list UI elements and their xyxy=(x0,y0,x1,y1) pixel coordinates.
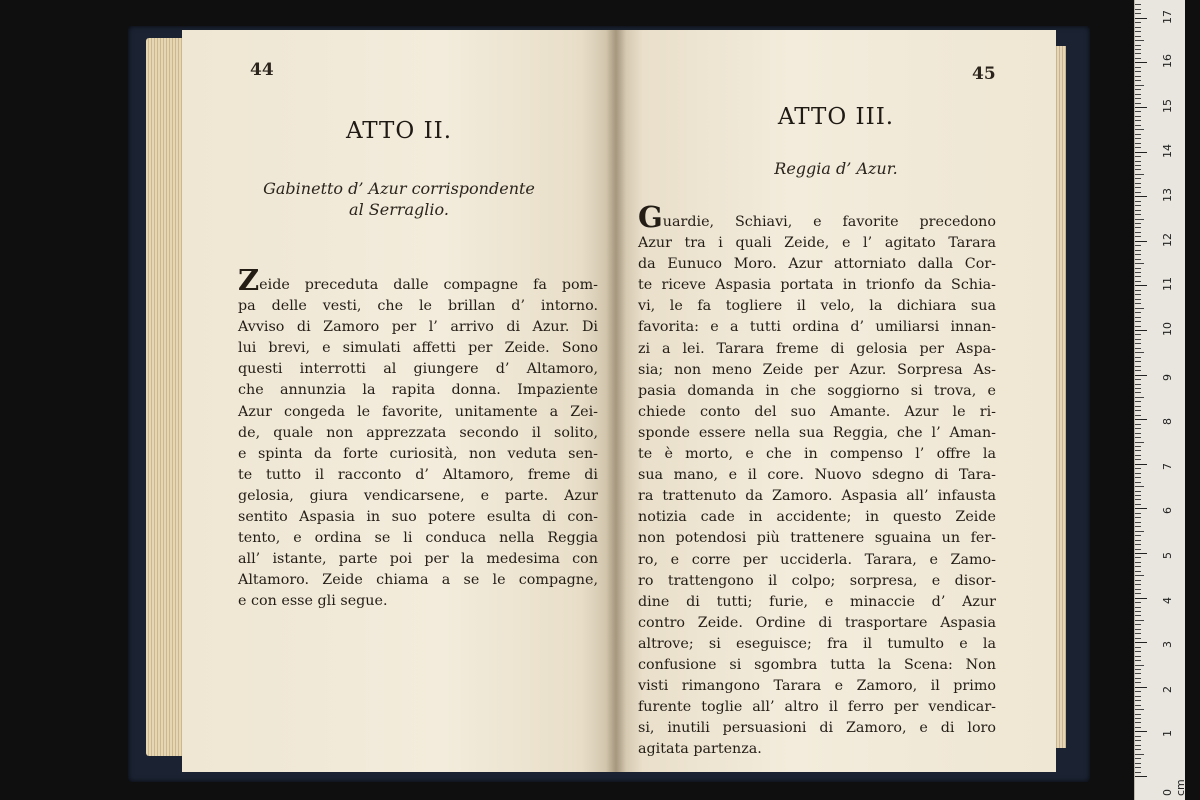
ruler-tick xyxy=(1135,361,1141,362)
text-line xyxy=(638,507,996,528)
ruler-tick xyxy=(1135,111,1141,112)
ruler-tick xyxy=(1135,397,1144,398)
line-text: visti rimangono Tarara e Zamoro, il primo xyxy=(638,678,996,695)
line-text: furente toglie all’ altro il ferro per vendicar- xyxy=(638,699,996,716)
act-heading-right: ATTO III. xyxy=(777,104,895,130)
ruler-tick xyxy=(1135,687,1147,688)
ruler-tick xyxy=(1135,678,1141,679)
ruler-tick xyxy=(1135,705,1141,706)
line-text: lui brevi, e simulati affetti per Zeide. Sono xyxy=(238,340,598,357)
ruler-tick xyxy=(1135,410,1141,411)
line-text: che annunzia la rapita donna. Impaziente xyxy=(238,382,598,399)
text-line xyxy=(238,591,598,612)
ruler-tick xyxy=(1135,642,1147,643)
ruler-number: 13 xyxy=(1161,188,1174,203)
line-text: sentito Aspasia in suo potere esulta di con- xyxy=(238,509,598,526)
line-text: tento, e ordina se li conduca nella Reggia xyxy=(238,530,598,547)
ruler-tick xyxy=(1135,232,1141,233)
ruler-tick xyxy=(1135,210,1141,211)
ruler-tick xyxy=(1135,669,1141,670)
text-line xyxy=(638,613,996,634)
line-text: non potendosi più trattenere sguaina un fer- xyxy=(638,530,996,547)
ruler-tick xyxy=(1135,656,1141,657)
ruler-tick xyxy=(1135,401,1141,402)
ruler-tick xyxy=(1135,183,1141,184)
line-text: agitata partenza. xyxy=(638,741,762,758)
ruler-tick xyxy=(1135,22,1141,23)
ruler-tick xyxy=(1135,241,1147,242)
text-line xyxy=(638,360,996,381)
ruler-tick xyxy=(1135,593,1141,594)
ruler-tick xyxy=(1135,571,1141,572)
ruler-tick xyxy=(1135,633,1141,634)
right-page xyxy=(616,30,1056,772)
ruler-tick xyxy=(1135,433,1141,434)
text-line xyxy=(638,486,996,507)
text-line xyxy=(238,317,598,338)
ruler-tick xyxy=(1135,348,1141,349)
ruler-tick xyxy=(1135,727,1141,728)
ruler-tick xyxy=(1135,504,1141,505)
scene-line: al Serraglio. xyxy=(349,200,449,219)
ruler-tick xyxy=(1135,526,1141,527)
line-text: ro trattengono il colpo; sorpresa, e disor- xyxy=(638,572,996,589)
ruler-tick xyxy=(1135,624,1141,625)
ruler-tick xyxy=(1135,227,1141,228)
ruler-tick xyxy=(1135,718,1141,719)
book-fore-edge-left xyxy=(146,38,186,756)
ruler-tick xyxy=(1135,174,1144,175)
line-text: pasia domanda in che soggiorno si trova, e xyxy=(638,382,996,399)
ruler-tick xyxy=(1135,13,1141,14)
text-line xyxy=(638,739,996,760)
ruler-tick xyxy=(1135,696,1141,697)
text-line xyxy=(638,296,996,317)
ruler-tick xyxy=(1135,495,1141,496)
ruler-tick xyxy=(1135,450,1141,451)
ruler-tick xyxy=(1135,611,1141,612)
ruler-tick xyxy=(1135,192,1141,193)
ruler-tick xyxy=(1135,80,1141,81)
line-text: sponde essere nella sua Reggia, che l’ Aman- xyxy=(638,424,996,441)
act-heading-left: ATTO II. xyxy=(345,118,453,144)
text-line xyxy=(238,359,598,380)
ruler-tick xyxy=(1135,486,1144,487)
ruler-tick xyxy=(1135,321,1141,322)
ruler-number: 9 xyxy=(1161,373,1174,381)
ruler-tick xyxy=(1135,147,1141,148)
line-text: questi interrotti al giungere d’ Altamoro, xyxy=(238,361,598,378)
line-text: altrove; si eseguisce; fra il tumulto e la xyxy=(638,635,996,652)
ruler-tick xyxy=(1135,615,1141,616)
ruler-tick xyxy=(1135,651,1141,652)
ruler-tick xyxy=(1135,116,1141,117)
text-line xyxy=(238,507,598,528)
ruler-number: 15 xyxy=(1161,99,1174,113)
text-line xyxy=(238,444,598,465)
ruler-tick xyxy=(1135,40,1144,41)
line-text: si, inutili persuasioni di Zamoro, e di loro xyxy=(638,720,996,737)
text-line xyxy=(238,570,598,591)
page-number-left: 44 xyxy=(250,60,274,80)
ruler-tick xyxy=(1135,531,1144,532)
ruler-tick xyxy=(1135,36,1141,37)
ruler-tick xyxy=(1135,107,1147,108)
scene-line: Reggia d’ Azur. xyxy=(774,159,898,178)
ruler-tick xyxy=(1135,169,1141,170)
line-text: gelosia, giura vendicarsene, e parte. Azur xyxy=(238,487,598,504)
ruler-tick xyxy=(1135,459,1141,460)
ruler-tick xyxy=(1135,45,1141,46)
text-line xyxy=(638,200,996,234)
ruler-number: 10 xyxy=(1161,322,1174,336)
ruler-tick xyxy=(1135,143,1141,144)
text-line xyxy=(238,486,598,507)
ruler-tick xyxy=(1135,682,1141,683)
ruler-tick xyxy=(1135,580,1141,581)
ruler-tick xyxy=(1135,62,1147,63)
ruler-tick xyxy=(1135,772,1141,773)
ruler-tick xyxy=(1135,575,1144,576)
ruler-tick xyxy=(1135,201,1141,202)
ruler-number: 7 xyxy=(1161,462,1174,470)
left-page xyxy=(182,30,616,772)
ruler-tick xyxy=(1135,553,1147,554)
ruler-tick xyxy=(1135,375,1147,376)
ruler-tick xyxy=(1135,499,1141,500)
ruler-tick xyxy=(1135,709,1144,710)
ruler-tick xyxy=(1135,254,1141,255)
ruler-tick xyxy=(1135,67,1141,68)
text-line xyxy=(638,275,996,296)
ruler-tick xyxy=(1135,294,1141,295)
ruler-tick xyxy=(1135,638,1141,639)
ruler-tick xyxy=(1135,464,1147,465)
line-text: Altamoro. Zeide chiama a se le compagne, xyxy=(238,572,598,589)
ruler-tick xyxy=(1135,129,1144,130)
ruler-number: 14 xyxy=(1161,143,1174,158)
scene-title-right xyxy=(616,158,1056,179)
ruler-tick xyxy=(1135,517,1141,518)
ruler-tick xyxy=(1135,740,1141,741)
ruler-tick xyxy=(1135,161,1141,162)
ruler-tick xyxy=(1135,749,1141,750)
ruler-tick xyxy=(1135,660,1141,661)
line-text: Azur tra i quali Zeide, e l’ agitato Tarara xyxy=(638,235,996,252)
ruler-tick xyxy=(1135,647,1141,648)
book-gutter xyxy=(606,30,626,772)
ruler-tick xyxy=(1135,285,1147,286)
ruler-tick xyxy=(1135,343,1141,344)
ruler-tick xyxy=(1135,312,1141,313)
measuring-ruler xyxy=(1134,0,1185,800)
scene-line: Gabinetto d’ Azur corrispondente xyxy=(263,179,535,198)
ruler-number: 17 xyxy=(1161,9,1174,24)
ruler-tick xyxy=(1135,388,1141,389)
line-text: all’ istante, parte poi per la medesima con xyxy=(238,551,598,568)
ruler-tick xyxy=(1135,120,1141,121)
ruler-tick xyxy=(1135,196,1147,197)
text-line xyxy=(638,317,996,338)
body-text-left xyxy=(238,263,598,613)
ruler-tick xyxy=(1135,276,1141,277)
ruler-tick xyxy=(1135,49,1141,50)
ruler-tick xyxy=(1135,31,1141,32)
ruler-tick xyxy=(1135,156,1141,157)
ruler-tick xyxy=(1135,549,1141,550)
text-line xyxy=(638,718,996,739)
ruler-tick xyxy=(1135,268,1141,269)
ruler-tick xyxy=(1135,303,1141,304)
ruler-tick xyxy=(1135,152,1147,153)
line-text: de, quale non apprezzata secondo il solito, xyxy=(238,424,598,441)
line-text: te riceve Aspasia portata in trionfo da Schia- xyxy=(638,277,996,294)
text-line xyxy=(238,402,598,423)
ruler-tick xyxy=(1135,745,1141,746)
ruler-tick xyxy=(1135,758,1141,759)
line-text: Avviso di Zamoro per l’ arrivo di Azur. Di xyxy=(238,319,598,336)
ruler-number: 3 xyxy=(1161,641,1174,649)
text-line xyxy=(638,254,996,275)
ruler-tick xyxy=(1135,214,1141,215)
line-text: sia; non meno Zeide per Azur. Sorpresa As- xyxy=(638,361,996,378)
text-line xyxy=(238,380,598,401)
text-line xyxy=(638,423,996,444)
ruler-tick xyxy=(1135,415,1141,416)
ruler-tick xyxy=(1135,245,1141,246)
ruler-tick xyxy=(1135,250,1141,251)
ruler-tick xyxy=(1135,165,1141,166)
ruler-tick xyxy=(1135,89,1141,90)
drop-cap: Z xyxy=(238,263,260,297)
line-text: dine di tutti; furie, e minaccie d’ Azur xyxy=(638,593,996,610)
ruler-number: 5 xyxy=(1161,552,1174,559)
line-text: vi, le fa togliere il velo, la dichiara sua xyxy=(638,298,996,315)
text-line xyxy=(638,402,996,423)
line-text: da Eunuco Moro. Azur attorniato dalla Cor- xyxy=(638,256,996,273)
ruler-tick xyxy=(1135,535,1141,536)
ruler-tick xyxy=(1135,326,1141,327)
ruler-number: 11 xyxy=(1161,277,1174,292)
ruler-tick xyxy=(1135,477,1141,478)
ruler-tick xyxy=(1135,76,1141,77)
ruler-tick xyxy=(1135,714,1141,715)
ruler-tick xyxy=(1135,406,1141,407)
text-line xyxy=(638,550,996,571)
ruler-number: 4 xyxy=(1161,596,1174,604)
ruler-tick xyxy=(1135,138,1141,139)
text-line xyxy=(638,655,996,676)
ruler-tick xyxy=(1135,446,1141,447)
line-text: uardie, Schiavi, e favorite precedono xyxy=(662,214,996,230)
ruler-tick xyxy=(1135,134,1141,135)
ruler-tick xyxy=(1135,53,1141,54)
ruler-tick xyxy=(1135,731,1147,732)
ruler-tick xyxy=(1135,455,1141,456)
ruler-tick xyxy=(1135,299,1141,300)
ruler-tick xyxy=(1135,236,1141,237)
line-text: eide preceduta dalle compagne fa pom- xyxy=(259,277,598,293)
ruler-tick xyxy=(1135,584,1141,585)
ruler-number: 16 xyxy=(1161,54,1174,69)
ruler-tick xyxy=(1135,85,1144,86)
ruler-tick xyxy=(1135,691,1141,692)
ruler-tick xyxy=(1135,522,1141,523)
line-text: chiede conto del suo Amante. Azur le ri- xyxy=(638,403,996,420)
text-line xyxy=(638,634,996,655)
ruler-tick xyxy=(1135,736,1141,737)
ruler-tick xyxy=(1135,9,1141,10)
ruler-tick xyxy=(1135,308,1144,309)
ruler-tick xyxy=(1135,4,1141,5)
text-line xyxy=(638,444,996,465)
body-text-right xyxy=(638,200,996,760)
ruler-tick xyxy=(1135,58,1141,59)
scene-title-left xyxy=(182,178,616,220)
ruler-tick xyxy=(1135,94,1141,95)
text-line xyxy=(238,528,598,549)
ruler-tick xyxy=(1135,290,1141,291)
line-text: e con esse gli segue. xyxy=(238,593,388,610)
ruler-tick xyxy=(1135,598,1147,599)
ruler-tick xyxy=(1135,392,1141,393)
text-line xyxy=(638,571,996,592)
ruler-tick xyxy=(1135,540,1141,541)
line-text: te tutto il racconto d’ Altamoro, freme di xyxy=(238,466,598,483)
ruler-tick xyxy=(1135,566,1141,567)
ruler-tick xyxy=(1135,178,1141,179)
line-text: confusione si sgombra tutta la Scena: Non xyxy=(638,656,996,673)
ruler-tick xyxy=(1135,384,1141,385)
text-line xyxy=(638,233,996,254)
ruler-tick xyxy=(1135,442,1144,443)
drop-cap: G xyxy=(638,200,663,234)
ruler-tick xyxy=(1135,103,1141,104)
text-line xyxy=(238,338,598,359)
line-text: sua mano, e il core. Nuovo sdegno di Tara- xyxy=(638,467,996,484)
ruler-number: 1 xyxy=(1161,730,1174,738)
ruler-tick xyxy=(1135,352,1144,353)
ruler-tick xyxy=(1135,776,1147,777)
ruler-tick xyxy=(1135,98,1141,99)
ruler-tick xyxy=(1135,607,1141,608)
line-text: contro Zeide. Ordine di trasportare Aspasia xyxy=(638,614,996,631)
ruler-tick xyxy=(1135,722,1141,723)
ruler-tick xyxy=(1135,424,1141,425)
ruler-tick xyxy=(1135,370,1141,371)
ruler-tick xyxy=(1135,763,1141,764)
ruler-tick xyxy=(1135,562,1141,563)
ruler-tick xyxy=(1135,473,1141,474)
text-line xyxy=(638,339,996,360)
ruler-tick xyxy=(1135,18,1147,19)
text-line xyxy=(638,697,996,718)
ruler-number: 12 xyxy=(1161,232,1174,247)
text-line xyxy=(238,263,598,297)
ruler-tick xyxy=(1135,767,1141,768)
ruler-tick xyxy=(1135,602,1141,603)
ruler-number: 6 xyxy=(1161,507,1174,515)
ruler-tick xyxy=(1135,468,1141,469)
ruler-tick xyxy=(1135,754,1144,755)
ruler-tick xyxy=(1135,544,1141,545)
ruler-tick xyxy=(1135,272,1141,273)
ruler-number: 8 xyxy=(1161,418,1174,426)
line-text: Azur congeda le favorite, unitamente a Zei- xyxy=(238,403,598,420)
ruler-tick xyxy=(1135,437,1141,438)
text-line xyxy=(638,465,996,486)
ruler-tick xyxy=(1135,317,1141,318)
ruler-tick xyxy=(1135,513,1141,514)
ruler-tick xyxy=(1135,334,1141,335)
ruler-tick xyxy=(1135,482,1141,483)
ruler-tick xyxy=(1135,589,1141,590)
text-line xyxy=(238,549,598,570)
line-text: zi a lei. Tarara freme di gelosia per Aspa- xyxy=(638,340,996,357)
text-line xyxy=(638,676,996,697)
ruler-tick xyxy=(1135,629,1141,630)
page-number-right: 45 xyxy=(972,64,996,84)
ruler-tick xyxy=(1135,223,1141,224)
ruler-tick xyxy=(1135,263,1144,264)
text-line xyxy=(238,423,598,444)
ruler-tick xyxy=(1135,700,1141,701)
ruler-tick xyxy=(1135,508,1147,509)
ruler-number: 2 xyxy=(1161,685,1174,693)
ruler-tick xyxy=(1135,557,1141,558)
ruler-tick xyxy=(1135,27,1141,28)
ruler-tick xyxy=(1135,205,1141,206)
ruler-tick xyxy=(1135,219,1144,220)
ruler-tick xyxy=(1135,259,1141,260)
text-line xyxy=(638,592,996,613)
ruler-tick xyxy=(1135,125,1141,126)
text-line xyxy=(238,296,598,317)
ruler-tick xyxy=(1135,187,1141,188)
line-text: favorita: e a tutti ordina d’ umiliarsi innan- xyxy=(638,319,996,336)
line-text: notizia cade in accidente; in questo Zeide xyxy=(638,509,996,526)
ruler-tick xyxy=(1135,428,1141,429)
ruler-tick xyxy=(1135,491,1141,492)
ruler-tick xyxy=(1135,673,1141,674)
ruler-tick xyxy=(1135,281,1141,282)
ruler-tick xyxy=(1135,379,1141,380)
ruler-tick xyxy=(1135,366,1141,367)
ruler-tick xyxy=(1135,339,1141,340)
ruler-tick xyxy=(1135,71,1141,72)
line-text: ro, e corre per ucciderla. Tarara, e Zamo- xyxy=(638,551,996,568)
ruler-tick xyxy=(1135,665,1144,666)
ruler-tick xyxy=(1135,620,1144,621)
text-line xyxy=(638,528,996,549)
text-line xyxy=(638,381,996,402)
line-text: ra trattenuto da Zamoro. Aspasia all’ infausta xyxy=(638,488,996,505)
line-text: te è morto, e che in compenso l’ offre la xyxy=(638,446,996,463)
ruler-tick xyxy=(1135,330,1147,331)
ruler-tick xyxy=(1135,419,1147,420)
ruler-tick xyxy=(1135,357,1141,358)
line-text: pa delle vesti, che le brillan d’ intorno. xyxy=(238,298,598,315)
ruler-unit-label: 0 cm xyxy=(1161,779,1187,796)
line-text: e spinta da forte curiosità, non veduta sen- xyxy=(238,445,598,462)
text-line xyxy=(238,465,598,486)
